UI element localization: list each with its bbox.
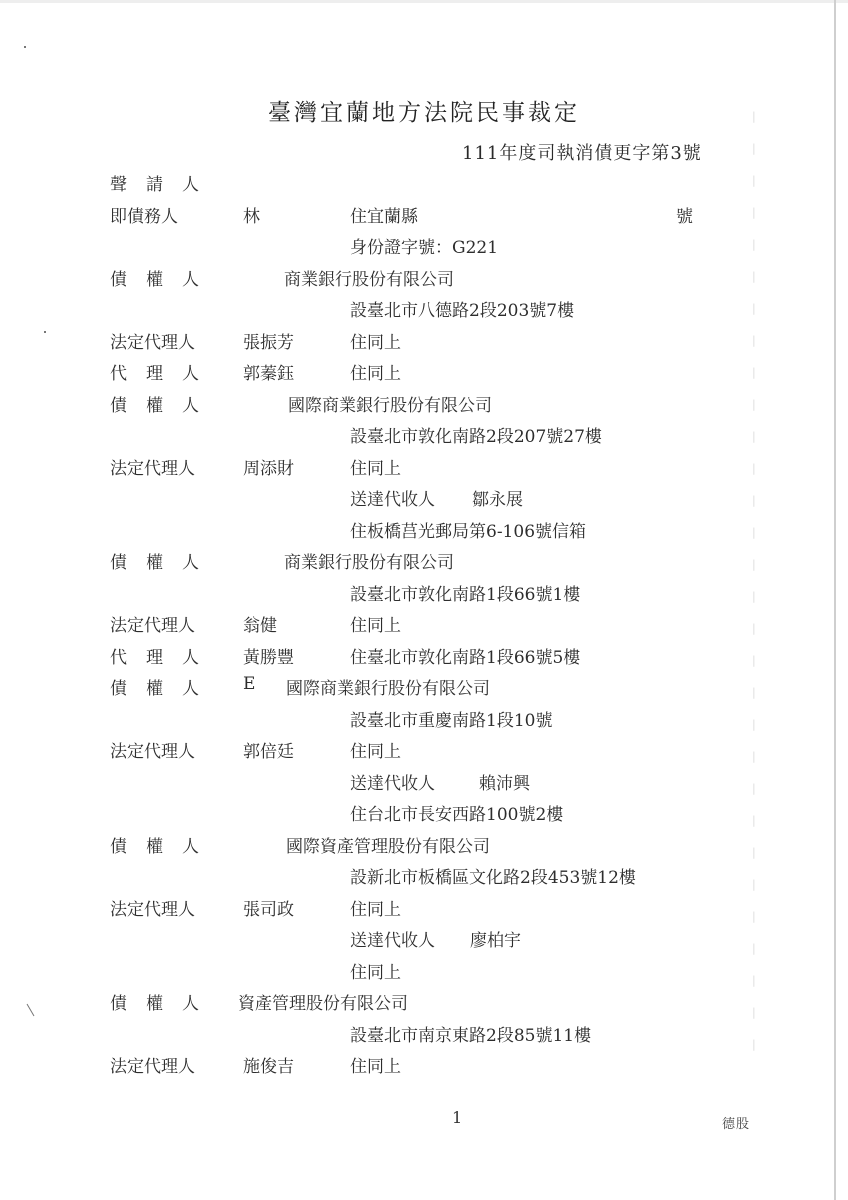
margin-line-mark: | — [752, 430, 756, 443]
margin-line-mark: | — [752, 750, 756, 763]
party-detail: 住同上 — [350, 963, 401, 983]
margin-line-mark: | — [752, 622, 756, 635]
party-detail: 商業銀行股份有限公司 — [284, 553, 454, 573]
party-detail: 設臺北市重慶南路1段10號 — [350, 711, 553, 731]
party-detail: 送達代收人 — [350, 931, 435, 951]
party-role-label: 債權人 — [110, 837, 218, 857]
margin-line-mark: | — [752, 238, 756, 251]
margin-line-mark: | — [752, 814, 756, 827]
party-detail: 設臺北市南京東路2段85號11樓 — [350, 1026, 592, 1046]
margin-line-mark: | — [752, 590, 756, 603]
party-name: 郭蓁鈺 — [243, 364, 294, 384]
party-detail: 商業銀行股份有限公司 — [284, 270, 454, 290]
margin-line-mark: | — [752, 1006, 756, 1019]
margin-line-mark: | — [752, 1038, 756, 1051]
party-detail: 國際商業銀行股份有限公司 — [286, 679, 490, 699]
party-detail: 住同上 — [350, 364, 401, 384]
case-number: 111年度司執消債更字第3號 — [462, 143, 702, 164]
scan-speck — [24, 46, 26, 48]
party-role-label: 法定代理人 — [110, 742, 195, 762]
party-detail: 設臺北市八德路2段203號7樓 — [350, 301, 575, 321]
margin-line-mark: | — [752, 526, 756, 539]
party-detail-tail: 鄒永展 — [472, 490, 523, 510]
party-role-label: 法定代理人 — [110, 459, 195, 479]
margin-line-mark: | — [752, 302, 756, 315]
scan-speck — [27, 1004, 35, 1017]
party-detail: 住板橋莒光郵局第6-106號信箱 — [350, 522, 587, 542]
party-name: 黃勝豐 — [243, 648, 294, 668]
party-name: 郭倍廷 — [243, 742, 294, 762]
party-detail: 國際資產管理股份有限公司 — [286, 837, 490, 857]
margin-line-mark: | — [752, 398, 756, 411]
scan-right-edge — [834, 0, 836, 1200]
margin-line-mark: | — [752, 366, 756, 379]
party-detail: 設臺北市敦化南路2段207號27樓 — [350, 427, 602, 447]
margin-line-mark: | — [752, 174, 756, 187]
party-name: 張司政 — [243, 900, 294, 920]
party-role-label: 代理人 — [110, 364, 218, 384]
party-detail: 住同上 — [350, 900, 401, 920]
party-role-label: 法定代理人 — [110, 616, 195, 636]
margin-line-mark: | — [752, 942, 756, 955]
scan-top-edge — [0, 0, 848, 3]
margin-line-mark: | — [752, 686, 756, 699]
party-role-label: 聲請人 — [110, 175, 218, 195]
party-role-label: 債權人 — [110, 679, 218, 699]
party-detail: 設臺北市敦化南路1段66號1樓 — [350, 585, 581, 605]
margin-line-mark: | — [752, 782, 756, 795]
margin-line-mark: | — [752, 558, 756, 571]
party-name: 翁健 — [243, 616, 277, 636]
margin-line-mark: | — [752, 718, 756, 731]
party-detail-tail: 賴沛興 — [479, 774, 530, 794]
document-title: 臺灣宜蘭地方法院民事裁定 — [268, 100, 580, 126]
party-detail: 送達代收人 — [350, 774, 435, 794]
party-role-label: 法定代理人 — [110, 900, 195, 920]
margin-line-mark: | — [752, 878, 756, 891]
party-name: 施俊吉 — [243, 1057, 294, 1077]
margin-line-mark: | — [752, 974, 756, 987]
scan-speck — [44, 331, 46, 333]
margin-line-mark: | — [752, 206, 756, 219]
party-detail-tail: 廖柏宇 — [470, 931, 521, 951]
margin-line-mark: | — [752, 334, 756, 347]
margin-line-mark: | — [752, 494, 756, 507]
margin-line-mark: | — [752, 142, 756, 155]
party-detail: 住臺北市敦化南路1段66號5樓 — [350, 648, 581, 668]
party-detail: 住同上 — [350, 1057, 401, 1077]
party-detail: 住同上 — [350, 742, 401, 762]
party-name: 張振芳 — [243, 333, 294, 353]
party-detail: 身份證字號：G221 — [350, 238, 499, 258]
party-role-label: 即債務人 — [110, 207, 178, 227]
margin-line-mark: | — [752, 462, 756, 475]
party-detail: 送達代收人 — [350, 490, 435, 510]
party-role-label: 債權人 — [110, 396, 218, 416]
party-detail: 住宜蘭縣 — [350, 207, 418, 227]
party-role-label: 債權人 — [110, 994, 218, 1014]
party-role-label: 代理人 — [110, 648, 218, 668]
party-role-label: 債權人 — [110, 270, 218, 290]
margin-line-mark: | — [752, 654, 756, 667]
page-number: 1 — [452, 1108, 463, 1127]
margin-line-mark: | — [752, 110, 756, 123]
section-mark: 德股 — [722, 1117, 751, 1132]
party-name: 林 — [243, 207, 260, 227]
party-detail-tail: 號 — [676, 207, 693, 227]
party-detail: 國際商業銀行股份有限公司 — [288, 396, 492, 416]
party-role-label: 法定代理人 — [110, 333, 195, 353]
margin-line-mark: | — [752, 846, 756, 859]
party-detail: 住同上 — [350, 616, 401, 636]
party-name: E — [243, 674, 256, 694]
margin-line-mark: | — [752, 270, 756, 283]
party-role-label: 債權人 — [110, 553, 218, 573]
party-detail: 住台北市長安西路100號2樓 — [350, 805, 564, 825]
party-detail: 住同上 — [350, 333, 401, 353]
party-role-label: 法定代理人 — [110, 1057, 195, 1077]
party-detail: 資產管理股份有限公司 — [238, 994, 408, 1014]
party-detail: 住同上 — [350, 459, 401, 479]
party-detail: 設新北市板橋區文化路2段453號12樓 — [350, 868, 636, 888]
margin-line-mark: | — [752, 910, 756, 923]
party-name: 周添財 — [243, 459, 294, 479]
